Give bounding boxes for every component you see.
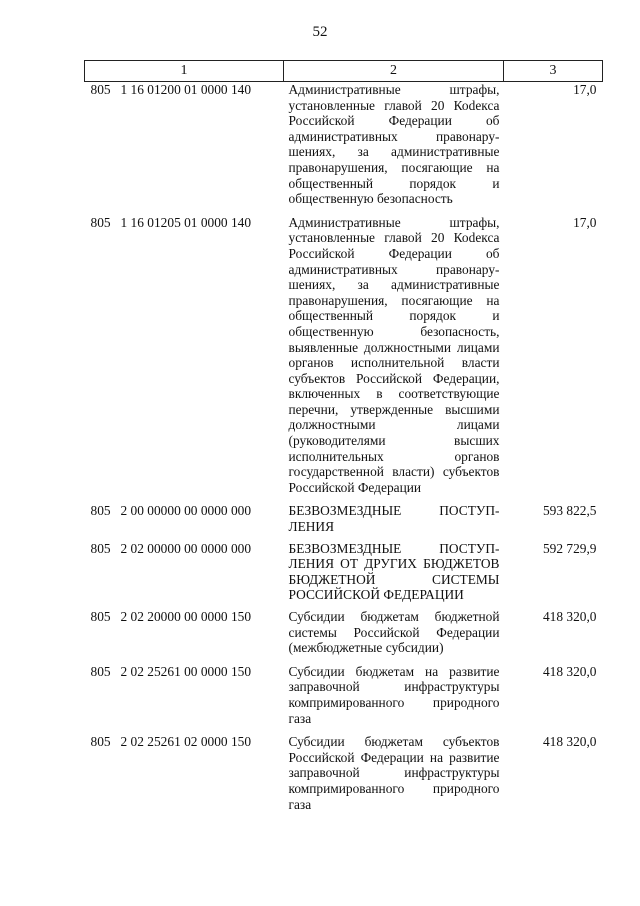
- table-row: [85, 734, 603, 820]
- code-cell: [85, 609, 284, 664]
- table-row: [85, 503, 603, 540]
- amount-value: 17,0: [573, 214, 597, 230]
- admin-code: 805: [90, 503, 111, 519]
- admin-code: 805: [90, 540, 111, 556]
- revenue-name: Субсидии бюджетам бюджетной системы Российской Федерации (межбюджетные субсидии): [288, 609, 500, 656]
- code-cell: [85, 734, 284, 820]
- table-row: [85, 82, 603, 215]
- code-cell: [85, 664, 284, 734]
- table-row: [85, 664, 603, 734]
- amount-value: 418 320,0: [542, 734, 597, 750]
- revenue-name: БЕЗВОЗМЕЗДНЫЕ ПОСТУПЛЕНИЯ: [288, 503, 500, 535]
- column-header-amount: 3: [504, 61, 603, 82]
- budget-revenue-table: [84, 60, 603, 820]
- admin-code: 805: [90, 663, 111, 679]
- kbk-code: 1 16 01205 01 0000 140: [120, 214, 252, 230]
- revenue-name: Административные штрафы, установленные главой 20 Коdекса Российской Федерации об административных правонарушениях, за административные правонарушения, посягающие на общественный порядок и общественную безопасность: [288, 82, 500, 207]
- admin-code: 805: [90, 734, 111, 750]
- table-row: [85, 215, 603, 504]
- kbk-code: 2 02 00000 00 0000 000: [120, 540, 252, 556]
- code-cell: [85, 82, 284, 215]
- revenue-name: Административные штрафы, установленные главой 20 Коdекса Российской Федерации об административных правонарушениях, за административные правонарушения, посягающие на общественный порядок и общественную безопасность, выявленные должностными лицами органов исполнительной власти субъектов Российской Федерации, включенных в соответствующие перечни, утвержденные высшими должностными лицами (руководителями высших исполнительных органов государственной власти) субъектов Российской Федерации: [288, 214, 500, 495]
- revenue-name: БЕЗВОЗМЕЗДНЫЕ ПОСТУПЛЕНИЯ ОТ ДРУГИХ БЮДЖЕТОВ БЮДЖЕТНОЙ СИСТЕМЫ РОССИЙСКОЙ ФЕДЕРАЦИИ: [288, 540, 500, 603]
- table-header-row: [85, 61, 603, 82]
- admin-code: 805: [90, 82, 111, 97]
- admin-code: 805: [90, 609, 111, 624]
- kbk-code: 2 02 20000 00 0000 150: [120, 609, 252, 624]
- amount-value: 418 320,0: [542, 609, 597, 624]
- code-cell: [85, 541, 284, 609]
- column-header-code: 1: [85, 61, 284, 82]
- table-body: [85, 82, 603, 821]
- code-cell: [85, 503, 284, 540]
- amount-value: 593 822,5: [542, 503, 597, 519]
- amount-value: 418 320,0: [542, 663, 597, 679]
- page-number: 52: [312, 24, 328, 40]
- admin-code: 805: [90, 214, 111, 230]
- kbk-code: 1 16 01200 01 0000 140: [120, 82, 252, 97]
- revenue-name: Субсидии бюджетам субъектов Российской Федерации на развитие заправочной инфраструктуры компримированного природного газа: [288, 734, 500, 812]
- table-row: [85, 609, 603, 664]
- kbk-code: 2 02 25261 02 0000 150: [120, 734, 252, 750]
- amount-value: 592 729,9: [542, 540, 597, 556]
- amount-value: 17,0: [573, 82, 597, 97]
- code-cell: [85, 215, 284, 504]
- kbk-code: 2 02 25261 00 0000 150: [120, 663, 252, 679]
- table-row: [85, 541, 603, 609]
- kbk-code: 2 00 00000 00 0000 000: [120, 503, 252, 519]
- column-header-name: 2: [284, 61, 504, 82]
- revenue-name: Субсидии бюджетам на развитие заправочной инфраструктуры компримированного природного газа: [288, 663, 500, 726]
